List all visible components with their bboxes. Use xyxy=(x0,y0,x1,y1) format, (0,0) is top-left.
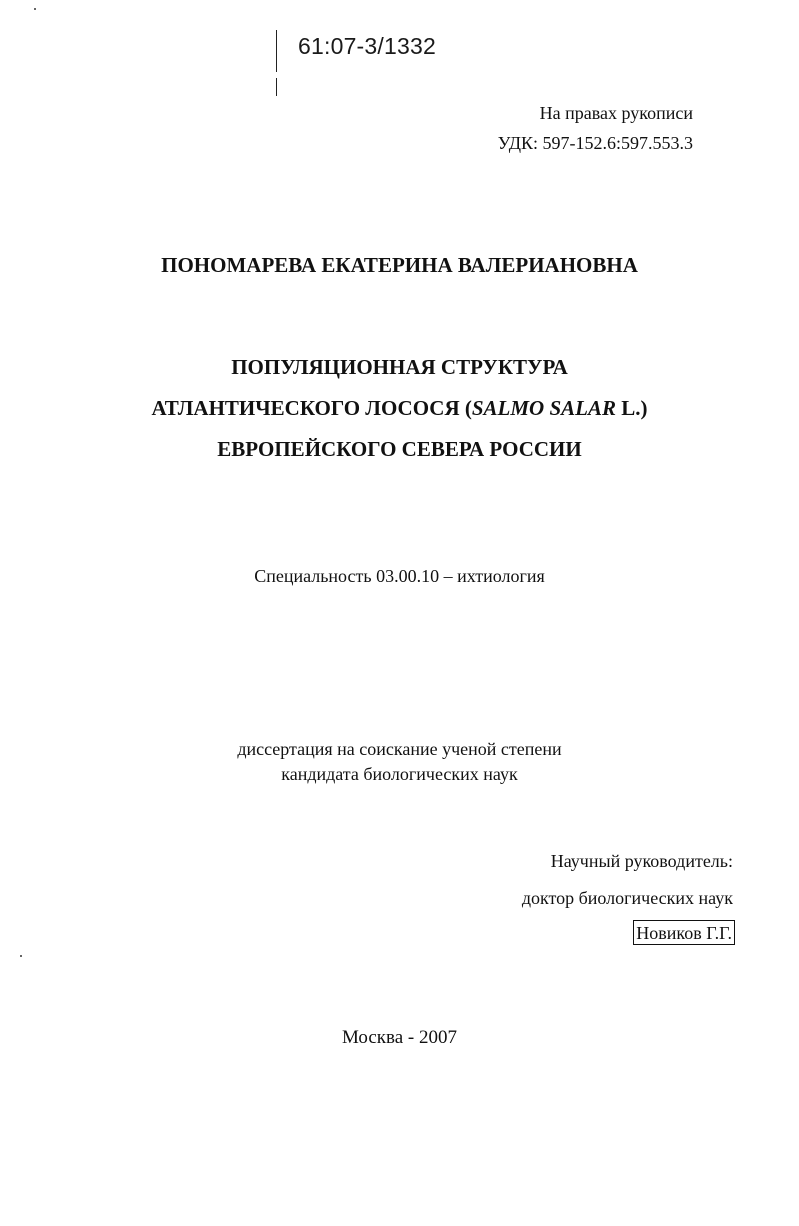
margin-line xyxy=(276,78,277,96)
specialty-line: Специальность 03.00.10 – ихтиология xyxy=(254,566,545,586)
dissertation-type-line-2: кандидата биологических наук xyxy=(281,764,518,784)
scan-speck xyxy=(34,8,36,10)
advisor-label: Научный руководитель: xyxy=(550,851,733,871)
author-name: ПОНОМАРЕВА ЕКАТЕРИНА ВАЛЕРИАНОВНА xyxy=(161,253,638,277)
title-line-2-suffix: L.) xyxy=(616,396,648,420)
margin-line xyxy=(276,30,277,72)
species-latin-name: SALMO SALAR xyxy=(471,396,617,420)
udc-code: УДК: 597-152.6:597.553.3 xyxy=(497,133,693,153)
manuscript-rights-label: На правах рукописи xyxy=(539,103,693,123)
dissertation-type-line-1: диссертация на соискание ученой степени xyxy=(237,739,562,759)
advisor-degree: доктор биологических наук xyxy=(521,888,733,908)
city-year: Москва - 2007 xyxy=(341,1027,458,1048)
title-line-3: ЕВРОПЕЙСКОГО СЕВЕРА РОССИИ xyxy=(217,437,582,461)
title-line-2-prefix: АТЛАНТИЧЕСКОГО ЛОСОСЯ ( xyxy=(151,396,472,420)
library-stamp-code: 61:07-3/1332 xyxy=(298,33,436,59)
scan-speck xyxy=(20,955,22,957)
title-line-1: ПОПУЛЯЦИОННАЯ СТРУКТУРА xyxy=(231,355,568,379)
title-line-2 xyxy=(0,396,799,421)
advisor-name: Новиков Г.Г. xyxy=(633,920,735,945)
